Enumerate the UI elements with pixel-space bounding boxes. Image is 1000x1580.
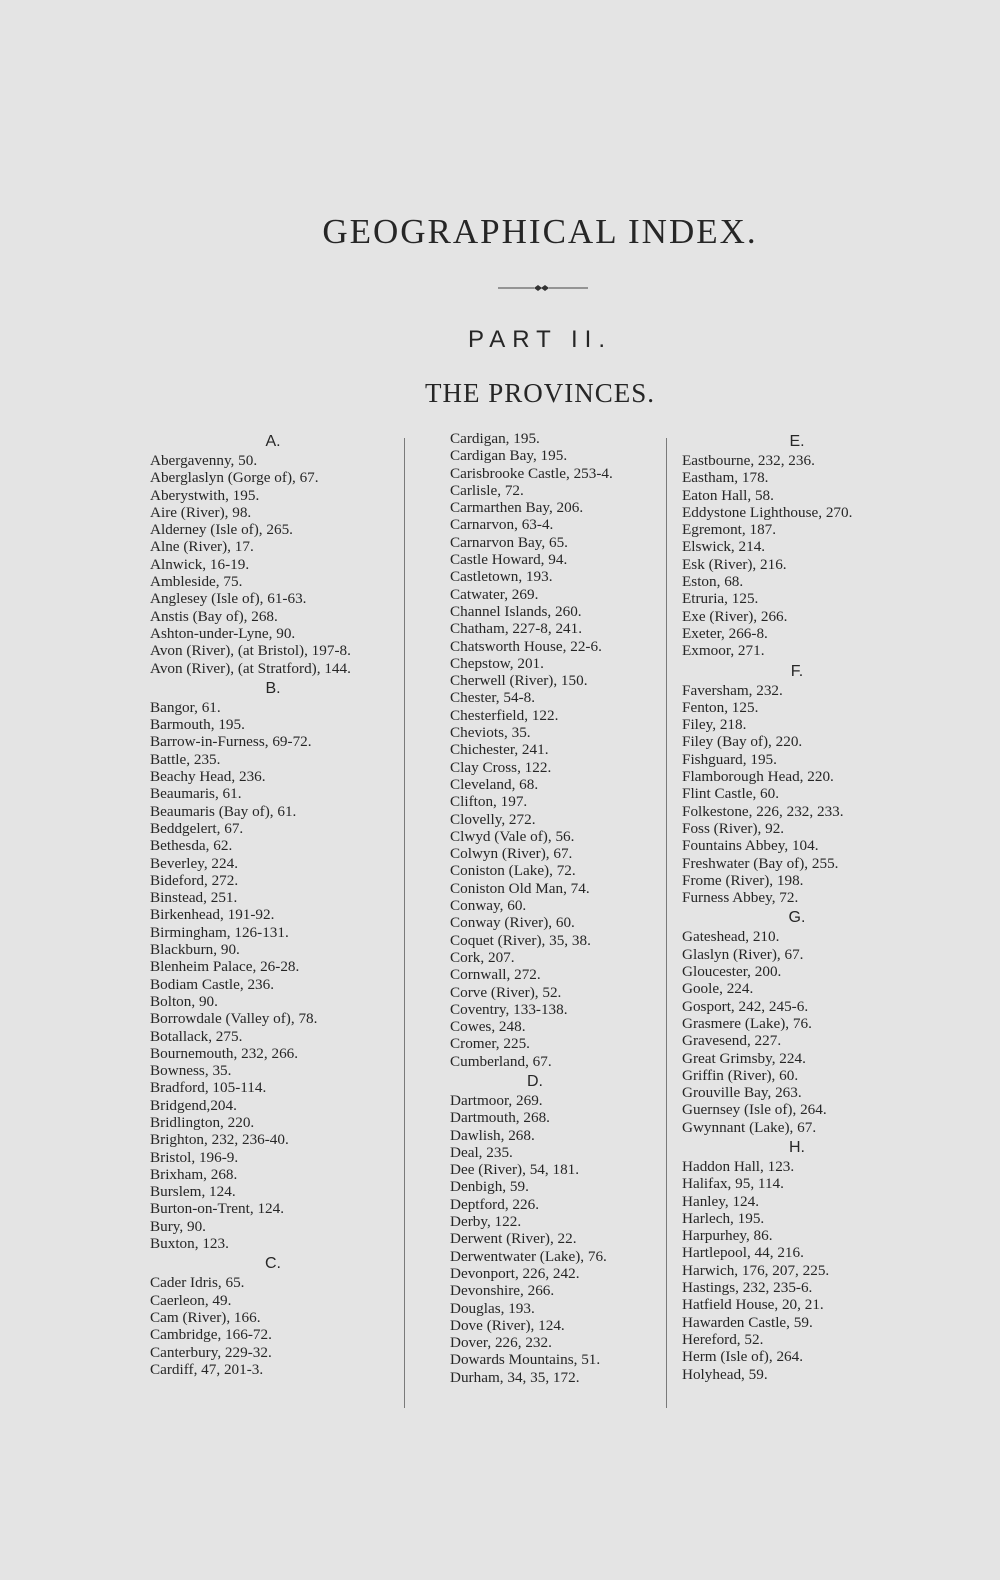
section-letter-heading: H. bbox=[789, 1138, 805, 1156]
section-letter-heading: F. bbox=[790, 662, 804, 680]
index-entry: Haddon Hall, 123. bbox=[682, 1157, 795, 1175]
index-entry: Egremont, 187. bbox=[682, 521, 777, 539]
index-entry: Gloucester, 200. bbox=[682, 963, 782, 981]
index-entry: Cam (River), 166. bbox=[150, 1308, 261, 1326]
index-entry: Coventry, 133-138. bbox=[450, 1000, 568, 1018]
index-entry: Filey (Bay of), 220. bbox=[682, 733, 803, 751]
index-entry: Beverley, 224. bbox=[150, 854, 239, 872]
index-entry: Cowes, 248. bbox=[450, 1018, 526, 1036]
index-entry: Castletown, 193. bbox=[450, 568, 553, 586]
index-entry: Folkestone, 226, 232, 233. bbox=[682, 802, 844, 820]
index-entry: Cardigan Bay, 195. bbox=[450, 447, 568, 465]
index-entry: Derby, 122. bbox=[450, 1213, 522, 1231]
index-entry: Bolton, 90. bbox=[150, 992, 218, 1010]
index-entry: Harlech, 195. bbox=[682, 1209, 765, 1227]
index-entry: Chesterfield, 122. bbox=[450, 706, 559, 724]
index-entry: Cardiff, 47, 201-3. bbox=[150, 1360, 264, 1378]
index-entry: Birkenhead, 191-92. bbox=[150, 906, 275, 924]
index-entry: Devonport, 226, 242. bbox=[450, 1264, 580, 1282]
index-entry: Bideford, 272. bbox=[150, 871, 239, 889]
index-entry: Cromer, 225. bbox=[450, 1035, 530, 1053]
index-entry: Herm (Isle of), 264. bbox=[682, 1348, 804, 1366]
index-entry: Clifton, 197. bbox=[450, 793, 528, 811]
title-ornament bbox=[498, 283, 588, 293]
index-entry: Bodiam Castle, 236. bbox=[150, 975, 275, 993]
index-entry: Binstead, 251. bbox=[150, 889, 238, 907]
index-entry: Freshwater (Bay of), 255. bbox=[682, 854, 839, 872]
index-entry: Cornwall, 272. bbox=[450, 966, 541, 984]
index-entry: Dawlish, 268. bbox=[450, 1126, 535, 1144]
index-entry: Foss (River), 92. bbox=[682, 819, 785, 837]
index-entry: Carnarvon, 63-4. bbox=[450, 516, 554, 534]
index-entry: Deptford, 226. bbox=[450, 1195, 539, 1213]
index-entry: Alderney (Isle of), 265. bbox=[150, 521, 293, 539]
index-entry: Deal, 235. bbox=[450, 1143, 513, 1161]
index-entry: Aberystwith, 195. bbox=[150, 486, 260, 504]
index-entry: Cardigan, 195. bbox=[450, 430, 540, 447]
index-entry: Glaslyn (River), 67. bbox=[682, 945, 804, 963]
index-entry: Anstis (Bay of), 268. bbox=[150, 607, 278, 625]
index-entry: Chester, 54-8. bbox=[450, 689, 536, 707]
index-entry: Avon (River), (at Stratford), 144. bbox=[150, 659, 351, 677]
index-entry: Alne (River), 17. bbox=[150, 538, 254, 556]
index-entry: Bradford, 105-114. bbox=[150, 1079, 267, 1097]
index-entry: Gwynnant (Lake), 67. bbox=[682, 1118, 817, 1136]
index-entry: Fenton, 125. bbox=[682, 698, 759, 716]
index-entry: Denbigh, 59. bbox=[450, 1178, 529, 1196]
index-entry: Beaumaris (Bay of), 61. bbox=[150, 802, 297, 820]
index-entry: Griffin (River), 60. bbox=[682, 1066, 799, 1084]
section-letter-heading: A. bbox=[265, 433, 281, 450]
index-entry: Carmarthen Bay, 206. bbox=[450, 499, 584, 517]
index-entry: Holyhead, 59. bbox=[682, 1365, 768, 1383]
index-entry: Carlisle, 72. bbox=[450, 481, 524, 499]
index-entry: Canterbury, 229-32. bbox=[150, 1343, 272, 1361]
index-entry: Hawarden Castle, 59. bbox=[682, 1313, 813, 1331]
index-entry: Exmoor, 271. bbox=[682, 642, 765, 660]
index-entry: Blackburn, 90. bbox=[150, 941, 240, 959]
section-letter-heading: B. bbox=[265, 679, 281, 697]
index-entry: Clovelly, 272. bbox=[450, 810, 536, 828]
index-entry: Avon (River), (at Bristol), 197-8. bbox=[150, 642, 351, 660]
column-divider bbox=[404, 438, 405, 1408]
index-entry: Eddystone Lighthouse, 270. bbox=[682, 503, 853, 521]
page-title: GEOGRAPHICAL INDEX. bbox=[322, 212, 758, 251]
index-entry: Fishguard, 195. bbox=[682, 750, 777, 768]
index-entry: Buxton, 123. bbox=[150, 1235, 229, 1253]
index-entry: Chichester, 241. bbox=[450, 741, 549, 759]
index-entry: Gosport, 242, 245-6. bbox=[682, 997, 809, 1015]
index-entry: Barmouth, 195. bbox=[150, 716, 245, 734]
index-entry: Ambleside, 75. bbox=[150, 573, 243, 591]
section-letter-heading: G. bbox=[788, 909, 806, 927]
index-entry: Beaumaris, 61. bbox=[150, 785, 242, 803]
index-entry: Esk (River), 216. bbox=[682, 555, 787, 573]
index-entry: Elswick, 214. bbox=[682, 538, 766, 556]
index-entry: Birmingham, 126-131. bbox=[150, 923, 289, 941]
index-entry: Bury, 90. bbox=[150, 1217, 206, 1235]
index-entry: Alnwick, 16-19. bbox=[150, 555, 250, 573]
index-entry: Bristol, 196-9. bbox=[150, 1148, 239, 1166]
index-entry: Battle, 235. bbox=[150, 750, 221, 768]
index-entry: Chepstow, 201. bbox=[450, 654, 544, 672]
index-entry: Carisbrooke Castle, 253-4. bbox=[450, 464, 613, 482]
index-entry: Bangor, 61. bbox=[150, 698, 221, 716]
index-entry: Channel Islands, 260. bbox=[450, 602, 582, 620]
index-entry: Chatsworth House, 22-6. bbox=[450, 637, 602, 655]
index-column-2 bbox=[450, 430, 700, 1386]
index-entry: Devonshire, 266. bbox=[450, 1282, 555, 1300]
index-entry: Clay Cross, 122. bbox=[450, 758, 552, 776]
index-entry: Abergavenny, 50. bbox=[150, 452, 258, 469]
index-entry: Cleveland, 68. bbox=[450, 775, 539, 793]
index-entry: Eaton Hall, 58. bbox=[682, 486, 774, 504]
index-entry: Hartlepool, 44, 216. bbox=[682, 1244, 804, 1262]
index-entry: Cambridge, 166-72. bbox=[150, 1326, 272, 1344]
index-entry: Filey, 218. bbox=[682, 716, 747, 734]
index-entry: Caerleon, 49. bbox=[150, 1291, 232, 1309]
section-letter-heading: C. bbox=[265, 1255, 281, 1273]
index-entry: Fountains Abbey, 104. bbox=[682, 837, 819, 855]
index-entry: Hanley, 124. bbox=[682, 1192, 760, 1210]
section-letter-heading: E. bbox=[789, 433, 805, 450]
index-entry: Eston, 68. bbox=[682, 573, 744, 591]
index-entry: Great Grimsby, 224. bbox=[682, 1049, 806, 1067]
index-entry: Barrow-in-Furness, 69-72. bbox=[150, 733, 312, 751]
index-entry: Bridlington, 220. bbox=[150, 1113, 255, 1131]
index-entry: Flamborough Head, 220. bbox=[682, 768, 834, 786]
index-entry: Corve (River), 52. bbox=[450, 983, 562, 1001]
index-entry: Brixham, 268. bbox=[150, 1165, 238, 1183]
index-entry: Cork, 207. bbox=[450, 948, 515, 966]
index-entry: Dee (River), 54, 181. bbox=[450, 1161, 580, 1179]
index-entry: Gateshead, 210. bbox=[682, 928, 780, 946]
index-entry: Derwentwater (Lake), 76. bbox=[450, 1247, 607, 1265]
index-entry: Eastbourne, 232, 236. bbox=[682, 452, 815, 469]
index-entry: Frome (River), 198. bbox=[682, 871, 804, 889]
index-entry: Beachy Head, 236. bbox=[150, 768, 266, 786]
index-entry: Furness Abbey, 72. bbox=[682, 889, 799, 907]
index-entry: Eastham, 178. bbox=[682, 469, 769, 487]
index-entry: Derwent (River), 22. bbox=[450, 1230, 577, 1248]
index-entry: Castle Howard, 94. bbox=[450, 551, 568, 569]
index-column-3 bbox=[682, 430, 912, 1383]
index-entry: Douglas, 193. bbox=[450, 1299, 535, 1317]
index-entry: Dartmouth, 268. bbox=[450, 1109, 550, 1127]
index-entry: Cherwell (River), 150. bbox=[450, 672, 588, 690]
index-entry: Bournemouth, 232, 266. bbox=[150, 1044, 299, 1062]
index-entry: Brighton, 232, 236-40. bbox=[150, 1131, 289, 1149]
index-entry: Bowness, 35. bbox=[150, 1062, 232, 1080]
index-entry: Dartmoor, 269. bbox=[450, 1091, 543, 1109]
index-entry: Chatham, 227-8, 241. bbox=[450, 620, 583, 638]
index-entry: Anglesey (Isle of), 61-63. bbox=[150, 590, 307, 608]
index-entry: Dove (River), 124. bbox=[450, 1316, 565, 1334]
index-entry: Coquet (River), 35, 38. bbox=[450, 931, 591, 949]
index-entry: Etruria, 125. bbox=[682, 590, 759, 608]
index-entry: Coniston Old Man, 74. bbox=[450, 879, 590, 897]
index-entry: Flint Castle, 60. bbox=[682, 785, 780, 803]
index-entry: Faversham, 232. bbox=[682, 681, 783, 699]
index-entry: Dover, 226, 232. bbox=[450, 1334, 552, 1352]
index-entry: Colwyn (River), 67. bbox=[450, 845, 573, 863]
section-letter-heading: D. bbox=[527, 1072, 543, 1090]
index-entry: Gravesend, 227. bbox=[682, 1032, 782, 1050]
index-entry: Aberglaslyn (Gorge of), 67. bbox=[150, 469, 319, 487]
index-entry: Exeter, 266-8. bbox=[682, 624, 768, 642]
index-entry: Bridgend,204. bbox=[150, 1096, 237, 1114]
index-entry: Cader Idris, 65. bbox=[150, 1274, 245, 1292]
index-entry: Cheviots, 35. bbox=[450, 724, 531, 742]
index-entry: Hereford, 52. bbox=[682, 1330, 764, 1348]
index-entry: Conway (River), 60. bbox=[450, 914, 575, 932]
index-entry: Exe (River), 266. bbox=[682, 607, 788, 625]
index-entry: Harpurhey, 86. bbox=[682, 1227, 773, 1245]
index-entry: Ashton-under-Lyne, 90. bbox=[150, 624, 296, 642]
index-entry: Catwater, 269. bbox=[450, 585, 539, 603]
section-subtitle: THE PROVINCES. bbox=[424, 378, 655, 408]
index-entry: Guernsey (Isle of), 264. bbox=[682, 1101, 827, 1119]
index-entry: Clwyd (Vale of), 56. bbox=[450, 827, 575, 845]
index-entry: Cumberland, 67. bbox=[450, 1052, 552, 1070]
part-heading: PART II. bbox=[467, 326, 613, 353]
index-entry: Hatfield House, 20, 21. bbox=[682, 1296, 824, 1314]
index-entry: Hastings, 232, 235-6. bbox=[682, 1279, 813, 1297]
index-entry: Harwich, 176, 207, 225. bbox=[682, 1261, 830, 1279]
index-entry: Grasmere (Lake), 76. bbox=[682, 1014, 812, 1032]
index-entry: Aire (River), 98. bbox=[150, 503, 252, 521]
index-entry: Halifax, 95, 114. bbox=[682, 1175, 784, 1193]
index-entry: Botallack, 275. bbox=[150, 1027, 243, 1045]
index-entry: Bethesda, 62. bbox=[150, 837, 233, 855]
index-entry: Goole, 224. bbox=[682, 980, 754, 998]
index-entry: Coniston (Lake), 72. bbox=[450, 862, 576, 880]
index-entry: Borrowdale (Valley of), 78. bbox=[150, 1010, 318, 1028]
index-entry: Blenheim Palace, 26-28. bbox=[150, 958, 300, 976]
index-entry: Beddgelert, 67. bbox=[150, 819, 244, 837]
index-entry: Grouville Bay, 263. bbox=[682, 1084, 802, 1102]
index-entry: Durham, 34, 35, 172. bbox=[450, 1368, 580, 1386]
index-entry: Conway, 60. bbox=[450, 897, 527, 915]
index-entry: Carnarvon Bay, 65. bbox=[450, 533, 568, 551]
index-entry: Dowards Mountains, 51. bbox=[450, 1351, 601, 1369]
index-entry: Burton-on-Trent, 124. bbox=[150, 1200, 285, 1218]
index-entry: Burslem, 124. bbox=[150, 1183, 236, 1201]
index-column-1 bbox=[150, 430, 400, 1378]
